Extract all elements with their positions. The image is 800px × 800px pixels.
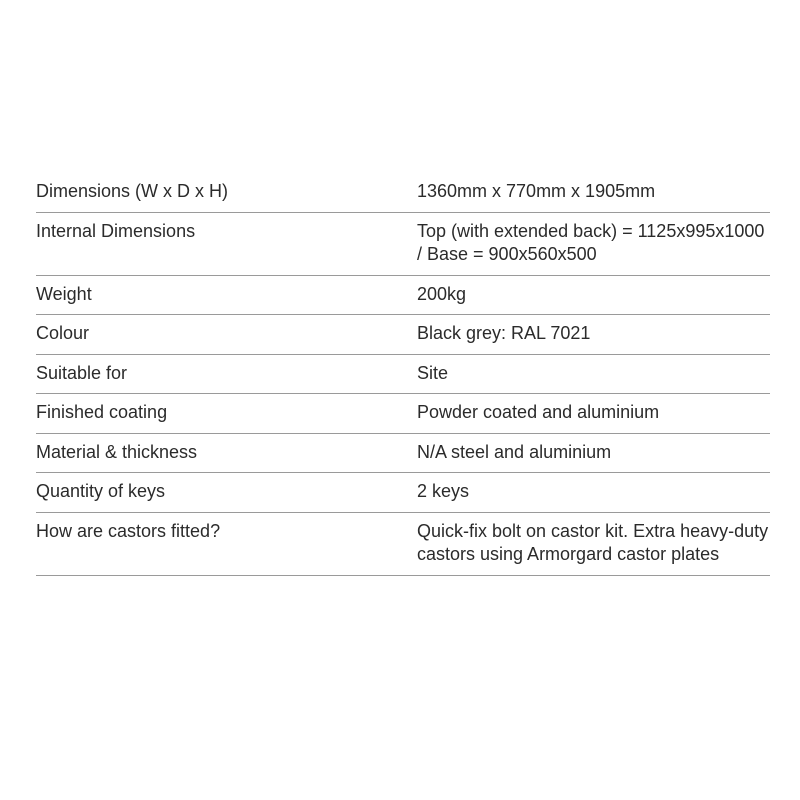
spec-value: Black grey: RAL 7021: [417, 323, 591, 343]
spec-row-weight: [36, 275, 770, 315]
spec-value: Site: [417, 362, 449, 383]
spec-label: Material & thickness: [36, 441, 198, 462]
spec-label: Quantity of keys: [36, 481, 166, 501]
spec-row-castors-fitting: [36, 512, 770, 575]
spec-row-quantity-of-keys: [36, 473, 770, 513]
spec-row-internal-dimensions: [36, 212, 770, 275]
spec-value: 1360mm x 770mm x 1905mm: [417, 181, 656, 201]
spec-label: Suitable for: [36, 362, 128, 383]
spec-label: Internal Dimensions: [36, 220, 196, 241]
spec-row-suitable-for: [36, 354, 770, 394]
spec-value: Top (with extended back) = 1125x995x1000 / Base = 900x560x500: [417, 220, 765, 264]
spec-value: Quick-fix bolt on castor kit. Extra heavy-duty castors using Armorgard castor plates: [417, 520, 769, 564]
spec-label: Colour: [36, 323, 90, 343]
spec-row-colour: [36, 315, 770, 355]
spec-value: 200kg: [417, 283, 467, 304]
specifications-table: [36, 173, 770, 576]
spec-label: Weight: [36, 283, 92, 304]
spec-row-dimensions: [36, 173, 770, 212]
spec-label: Finished coating: [36, 402, 168, 422]
spec-label: Dimensions (W x D x H): [36, 181, 229, 201]
spec-value: Powder coated and aluminium: [417, 402, 660, 422]
spec-row-material-thickness: [36, 433, 770, 473]
spec-row-finished-coating: [36, 394, 770, 434]
spec-label: How are castors fitted?: [36, 520, 221, 541]
spec-value: N/A steel and aluminium: [417, 441, 612, 462]
spec-value: 2 keys: [417, 481, 470, 501]
